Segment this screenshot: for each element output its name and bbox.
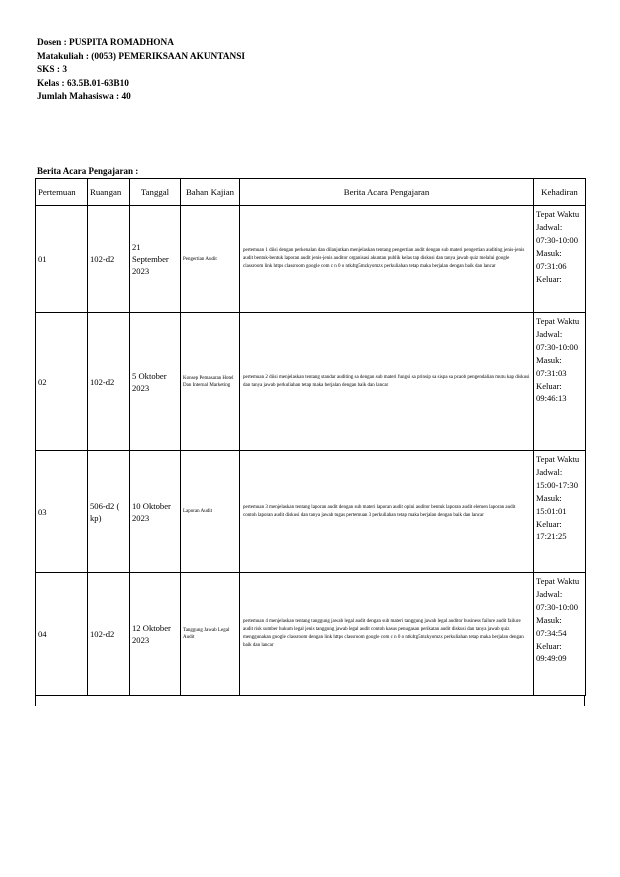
document-header xyxy=(37,37,245,105)
table-row xyxy=(36,451,586,573)
section-title: Berita Acara Pengajaran : xyxy=(37,166,139,176)
table-row xyxy=(36,206,586,313)
cell-tanggal: 21 September 2023 xyxy=(130,206,181,313)
cell-ruangan: 102-d2 xyxy=(88,573,130,696)
cell-pertemuan: 03 xyxy=(36,451,88,573)
cell-bahan-kajian: Tanggung Jawab Legal Audit xyxy=(181,573,240,696)
cell-ruangan: 102-d2 xyxy=(88,206,130,313)
col-header-kehadiran: Kehadiran xyxy=(534,179,586,206)
cell-berita-acara: pertemuan 1 diisi dengan perkenalan dan dilanjutkan menjelaskan tentang pengertian audit dengan sub materi pengertian auditing jenis-jenis audit bentuk-bentuk laporan audit jenis-jenis auditor organisasi akuntan publik kelas tap diskusi dan tanya jawab quiz melalui google classroom link https classroom google com c n 0 o ntk4tg5mzkyomzx perkuliahan tetap maka berjalan dengan baik dan lancar xyxy=(240,206,534,313)
cell-bahan-kajian: Pengertian Audit xyxy=(181,206,240,313)
cell-berita-acara: pertemuan 4 menjelaskan tentang tanggung jawab legal audit dengan sub materi tanggung jawab legal auditor business failure audit failure audit risk sumber hukum legal jenis tanggung jawab legal audit contoh kasus penugasan perikatan audit diskusi dan tanya jawab quiz menggunakan google classroom dengan link https classroom google com c n 0 o ntk4tg5mzkyomzx perkuliahan tetap maka berjalan dengan baik dan lancar xyxy=(240,573,534,696)
cell-berita-acara: pertemuan 3 menjelaskan tentang laporan audit dengan sub materi laporan audit opini auditor bentuk laporan audit elemen laporan audit contoh laporan audit diskusi dan tanya jawab tugas pertemuan 3 perkuliahan tetap maka berjalan dengan baik dan lancar xyxy=(240,451,534,573)
col-header-berita-acara: Berita Acara Pengajaran xyxy=(240,179,534,206)
berita-acara-table xyxy=(35,178,586,696)
cell-tanggal: 5 Oktober 2023 xyxy=(130,313,181,451)
cell-kehadiran: Tepat Waktu Jadwal: 07:30-10:00 Masuk: 07:34:54 Keluar: 09:49:09 xyxy=(534,573,586,696)
cell-kehadiran: Tepat Waktu Jadwal: 07:30-10:00 Masuk: 07:31:06 Keluar: xyxy=(534,206,586,313)
cell-tanggal: 10 Oktober 2023 xyxy=(130,451,181,573)
table-header-row xyxy=(36,179,586,206)
cell-pertemuan: 02 xyxy=(36,313,88,451)
col-header-tanggal: Tanggal xyxy=(130,179,181,206)
kelas-line: Kelas : 63.5B.01-63B10 xyxy=(37,78,129,89)
cell-tanggal: 12 Oktober 2023 xyxy=(130,573,181,696)
cell-kehadiran: Tepat Waktu Jadwal: 15:00-17:30 Masuk: 15:01:01 Keluar: 17:21:25 xyxy=(534,451,586,573)
table-continuation xyxy=(35,696,585,706)
sks-line: SKS : 3 xyxy=(37,65,67,75)
cell-ruangan: 506-d2 ( kp) xyxy=(88,451,130,573)
cell-pertemuan: 04 xyxy=(36,573,88,696)
col-header-pertemuan: Pertemuan xyxy=(36,179,88,206)
col-header-bahan-kajian: Bahan Kajian xyxy=(181,179,240,206)
matakuliah-line: Matakuliah : (0053) PEMERIKSAAN AKUNTANSI xyxy=(37,51,245,62)
jumlah-mahasiswa-line: Jumlah Mahasiswa : 40 xyxy=(37,92,131,102)
table-row xyxy=(36,573,586,696)
cell-bahan-kajian: Konsep Pemasaran Hotel Dan Internal Marketing xyxy=(181,313,240,451)
col-header-ruangan: Ruangan xyxy=(88,179,130,206)
cell-bahan-kajian: Laporan Audit xyxy=(181,451,240,573)
dosen-line: Dosen : PUSPITA ROMADHONA xyxy=(37,38,174,48)
table-row xyxy=(36,313,586,451)
cell-pertemuan: 01 xyxy=(36,206,88,313)
cell-kehadiran: Tepat Waktu Jadwal: 07:30-10:00 Masuk: 07:31:03 Keluar: 09:46:13 xyxy=(534,313,586,451)
berita-acara-table-wrapper xyxy=(35,178,586,706)
cell-ruangan: 102-d2 xyxy=(88,313,130,451)
cell-berita-acara: pertemuan 2 diisi menjelaskan tentang standar auditing sa dengan sub materi fungsi sa prinsip sa sispa sa pcaob pengendalian mutu kap diskusi dan tanya jawab perkuliahan tetap maka berjalan dengan baik dan lancar xyxy=(240,313,534,451)
